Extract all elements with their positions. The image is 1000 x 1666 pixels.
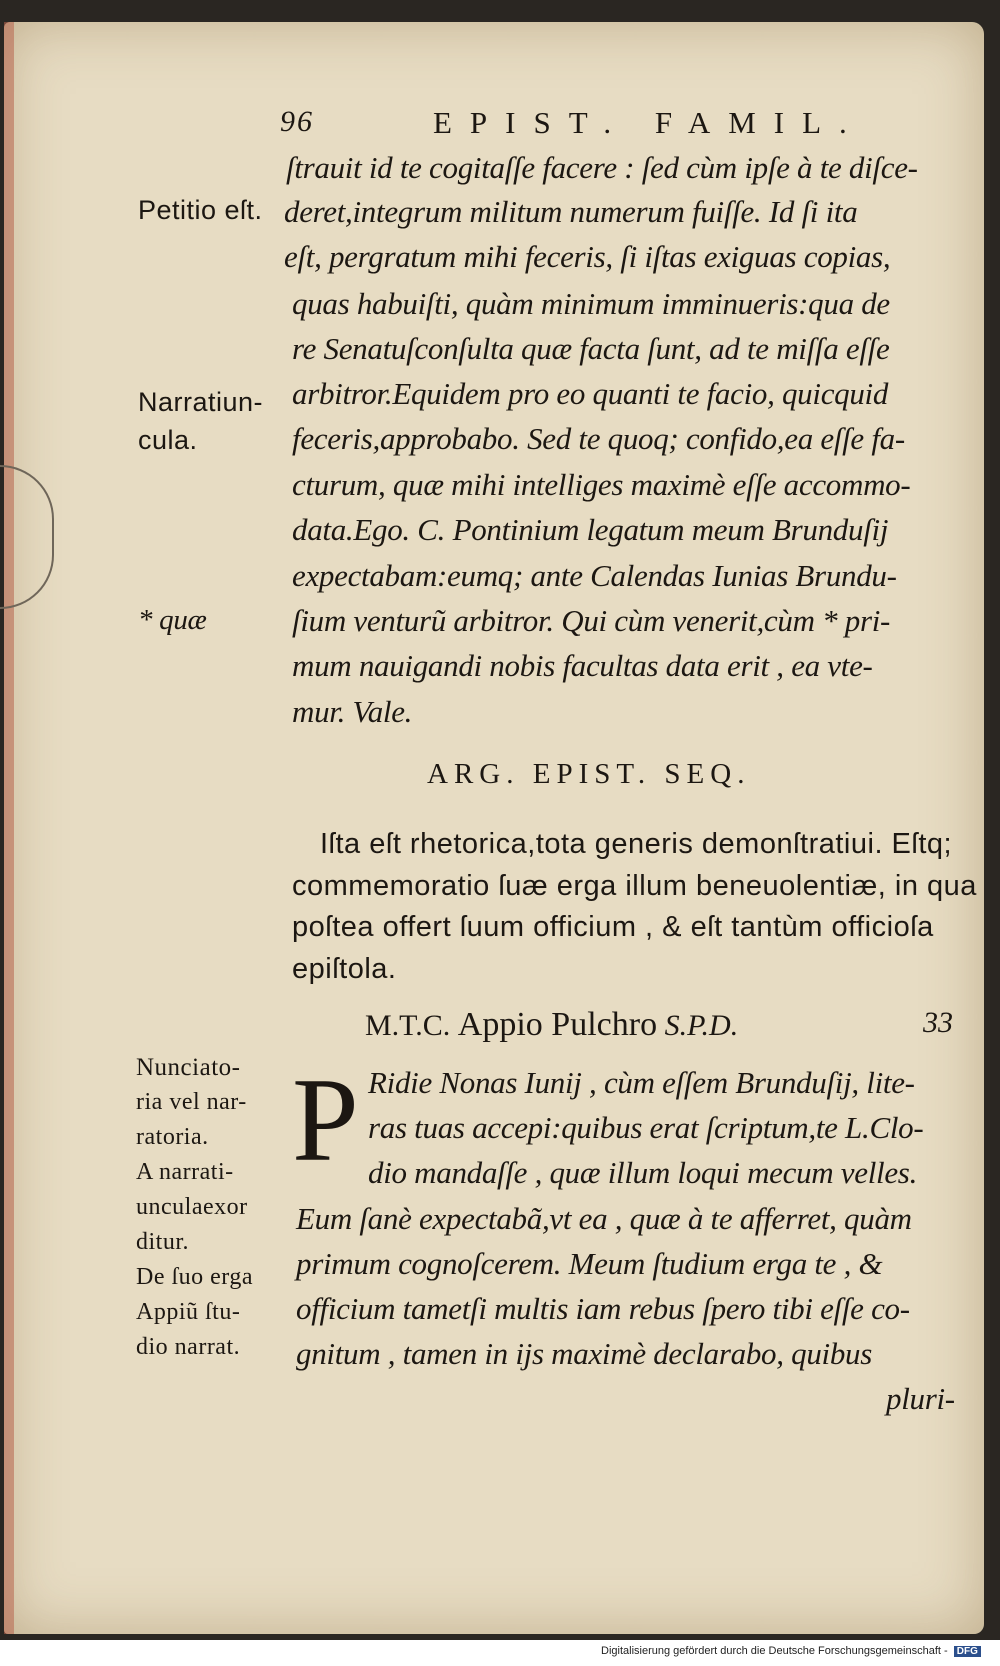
- text-line: eſt, pergratum mihi feceris, ſi iſtas exiguas copias,: [284, 239, 891, 274]
- margin-note-line: ditur.: [136, 1229, 190, 1255]
- margin-note-line: unculaexor: [136, 1194, 248, 1220]
- margin-note-line: Appiũ ſtu-: [136, 1299, 241, 1325]
- margin-note-line: Nunciato-: [136, 1054, 241, 1081]
- text-line: gnitum , tamen in ijs maximè declarabo, quibus: [296, 1336, 873, 1371]
- argument-heading: ARG. EPIST. SEQ.: [427, 758, 751, 790]
- text-line: commemoratio ſuæ erga illum beneuolentiæ, in qua: [292, 870, 977, 902]
- margin-note-line: ria vel nar-: [136, 1089, 247, 1115]
- running-title: EPIST. FAMIL.: [433, 105, 865, 140]
- page-number: 96: [280, 105, 314, 138]
- text-line: quas habuiſti, quàm minimum imminueris:qua de: [292, 286, 890, 321]
- margin-note-narratiuncula-cont: cula.: [138, 425, 198, 455]
- margin-note-line: ratoria.: [136, 1124, 209, 1150]
- margin-note-line: dio narrat.: [136, 1334, 241, 1360]
- margin-note-line: De ſuo erga: [136, 1264, 254, 1290]
- text-line: epiſtola.: [292, 953, 397, 985]
- text-line: arbitror.Equidem pro eo quanti te facio, quicquid: [292, 376, 889, 411]
- drop-cap: P: [292, 1053, 359, 1186]
- text-line: Ridie Nonas Iunij , cùm eſſem Brunduſij, lite-: [368, 1065, 915, 1100]
- digitization-footer: [601, 1645, 981, 1657]
- text-line: ras tuas accepi:quibus erat ſcriptum,te L.Clo-: [368, 1110, 924, 1145]
- text-line: mur. Vale.: [292, 694, 413, 729]
- text-line: ſtrauit id te cogitaſſe facere : ſed cùm ipſe à te diſce-: [286, 150, 918, 185]
- margin-note-narratiuncula: Narratiun-: [138, 387, 264, 417]
- text-line: mum nauigandi nobis facultas data erit , ea vte-: [292, 648, 873, 683]
- salutation-greeting: S.P.D.: [664, 1009, 739, 1042]
- text-line: data.Ego. C. Pontinium legatum meum Brunduſij: [292, 512, 889, 547]
- text-line: poſtea offert ſuum officium , & eſt tantùm officioſa: [292, 911, 934, 943]
- margin-note-petitio: Petitio eſt.: [138, 195, 263, 225]
- text-line: officium tametſi multis iam rebus ſpero tibi eſſe co-: [296, 1291, 910, 1326]
- text-line: Eum ſanè expectabã,vt ea , quæ à te afferret, quàm: [296, 1201, 912, 1236]
- text-line: primum cognoſcerem. Meum ſtudium erga te , &: [296, 1246, 883, 1281]
- text-line: re Senatuſconſulta quæ facta ſunt, ad te miſſa eſſe: [292, 331, 890, 366]
- letter-number: 33: [923, 1006, 953, 1039]
- text-line: dio mandaſſe , quæ illum loqui mecum velles.: [368, 1155, 918, 1190]
- footer-text: Digitalisierung gefördert durch die Deutsche Forschungsgemeinschaft -: [601, 1645, 948, 1657]
- text-line: ſium venturũ arbitror. Qui cùm venerit,cùm * pri-: [292, 603, 891, 638]
- dfg-logo: DFG: [954, 1646, 981, 1657]
- letter2-salutation: [365, 1006, 953, 1044]
- text-line: cturum, quæ mihi intelliges maximè eſſe accommo-: [292, 467, 911, 502]
- text-line: Iſta eſt rhetorica,tota generis demonſtratiui. Eſtq;: [320, 828, 953, 860]
- page-edge: [4, 22, 14, 1634]
- salutation-sender: M.T.C.: [365, 1009, 451, 1042]
- text-line: expectabam:eumq; ante Calendas Iunias Brundu-: [292, 558, 897, 593]
- text-line: feceris,approbabo. Sed te quoq; confido,ea eſſe fa-: [292, 421, 905, 456]
- text-line: deret,integrum militum numerum fuiſſe. Id ſi ita: [284, 194, 858, 229]
- margin-note-line: A narrati-: [136, 1159, 234, 1185]
- margin-note-quae: * quæ: [138, 604, 207, 636]
- salutation-recipient: Appio Pulchro: [457, 1006, 658, 1043]
- catchword: pluri-: [886, 1381, 955, 1416]
